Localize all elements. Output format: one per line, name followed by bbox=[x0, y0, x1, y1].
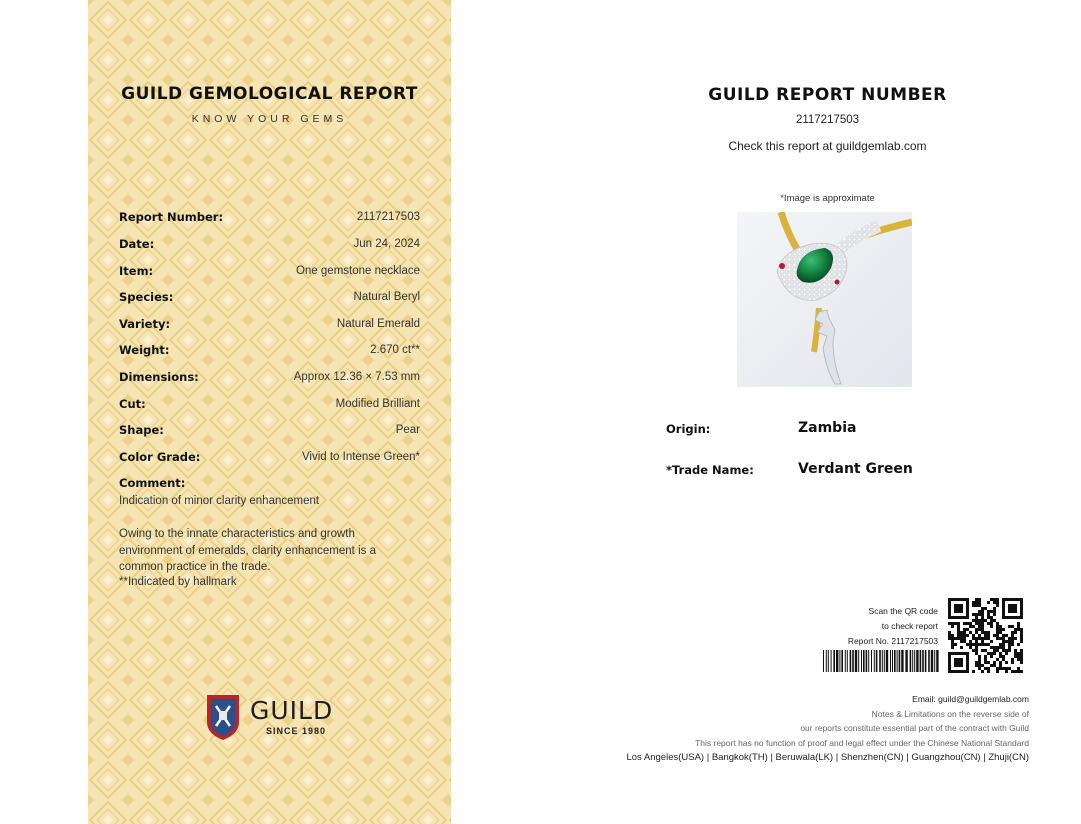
report-left-panel bbox=[88, 0, 451, 824]
footer-locations: Los Angeles(USA) | Bangkok(TH) | Beruwala(LK) | Shenzhen(CN) | Guangzhou(CN) | Zhuji(CN) bbox=[626, 752, 1029, 763]
field-value: Approx 12.36 × 7.53 mm bbox=[293, 371, 420, 383]
field-shape bbox=[119, 423, 420, 443]
qr-report-no: Report No. 2117217503 bbox=[847, 636, 938, 646]
logo-since: SINCE 1980 bbox=[266, 726, 327, 736]
field-label: Weight: bbox=[119, 343, 170, 357]
hallmark-note: **Indicated by hallmark bbox=[119, 576, 237, 588]
field-value: One gemstone necklace bbox=[295, 265, 420, 277]
origin-label: Origin: bbox=[666, 422, 711, 436]
footer-disclaimer: This report has no function of proof and legal effect under the Chinese National Standard bbox=[695, 738, 1029, 748]
qr-code-icon[interactable] bbox=[948, 598, 1023, 673]
guild-logo bbox=[204, 692, 344, 742]
shield-icon bbox=[204, 692, 242, 742]
field-value: Vivid to Intense Green* bbox=[301, 451, 420, 463]
field-date bbox=[119, 237, 420, 257]
field-value: Modified Brilliant bbox=[335, 398, 420, 410]
comment-text: Indication of minor clarity enhancement bbox=[119, 495, 320, 507]
necklace-image bbox=[737, 212, 912, 387]
field-cut bbox=[119, 397, 420, 417]
necklace-photo bbox=[737, 212, 912, 387]
field-label: Variety: bbox=[119, 317, 171, 331]
field-value: 2117217503 bbox=[356, 211, 420, 223]
field-species bbox=[119, 290, 420, 310]
field-report-number bbox=[119, 210, 420, 230]
enhancement-note: Owing to the innate characteristics and growth environment of emeralds, clarity enhancement is a common practice in the trade. bbox=[119, 528, 376, 573]
comment-label: Comment: bbox=[119, 476, 186, 490]
report-number-value: 2117217503 bbox=[795, 114, 860, 126]
footer-notes-2: our reports constitute essential part of the contract with Guild bbox=[800, 723, 1029, 733]
report-title: GUILD GEMOLOGICAL REPORT bbox=[121, 84, 418, 104]
field-label: Shape: bbox=[119, 423, 164, 437]
qr-instruction-2: to check report bbox=[881, 621, 938, 631]
field-color-grade bbox=[119, 450, 420, 470]
barcode-icon bbox=[823, 650, 940, 672]
field-value: Jun 24, 2024 bbox=[353, 238, 420, 250]
verify-link-text[interactable]: Check this report at guildgemlab.com bbox=[728, 139, 927, 153]
trade-name-label: *Trade Name: bbox=[666, 463, 754, 477]
report-subtitle: KNOW YOUR GEMS bbox=[191, 113, 348, 125]
field-label: Item: bbox=[119, 264, 154, 278]
field-dimensions bbox=[119, 370, 420, 390]
field-weight bbox=[119, 343, 420, 363]
field-label: Cut: bbox=[119, 397, 146, 411]
field-variety bbox=[119, 317, 420, 337]
field-label: Report Number: bbox=[119, 210, 224, 224]
qr-instruction-1: Scan the QR code bbox=[868, 606, 938, 616]
field-value: Natural Emerald bbox=[336, 318, 420, 330]
origin-value: Zambia bbox=[798, 420, 857, 436]
image-approx-note: *Image is approximate bbox=[780, 193, 875, 204]
field-label: Dimensions: bbox=[119, 370, 199, 384]
footer-email[interactable]: Email: guild@guildgemlab.com bbox=[912, 694, 1029, 704]
field-label: Color Grade: bbox=[119, 450, 201, 464]
field-item bbox=[119, 264, 420, 284]
field-value: Pear bbox=[395, 424, 420, 436]
logo-wordmark: GUILD bbox=[250, 696, 334, 725]
field-label: Species: bbox=[119, 290, 174, 304]
footer-notes-1: Notes & Limitations on the reverse side of bbox=[871, 709, 1029, 719]
field-value: Natural Beryl bbox=[353, 291, 420, 303]
trade-name-value: Verdant Green bbox=[798, 461, 913, 477]
field-label: Date: bbox=[119, 237, 155, 251]
field-value: 2.670 ct** bbox=[370, 344, 420, 356]
report-number-title: GUILD REPORT NUMBER bbox=[708, 85, 947, 105]
